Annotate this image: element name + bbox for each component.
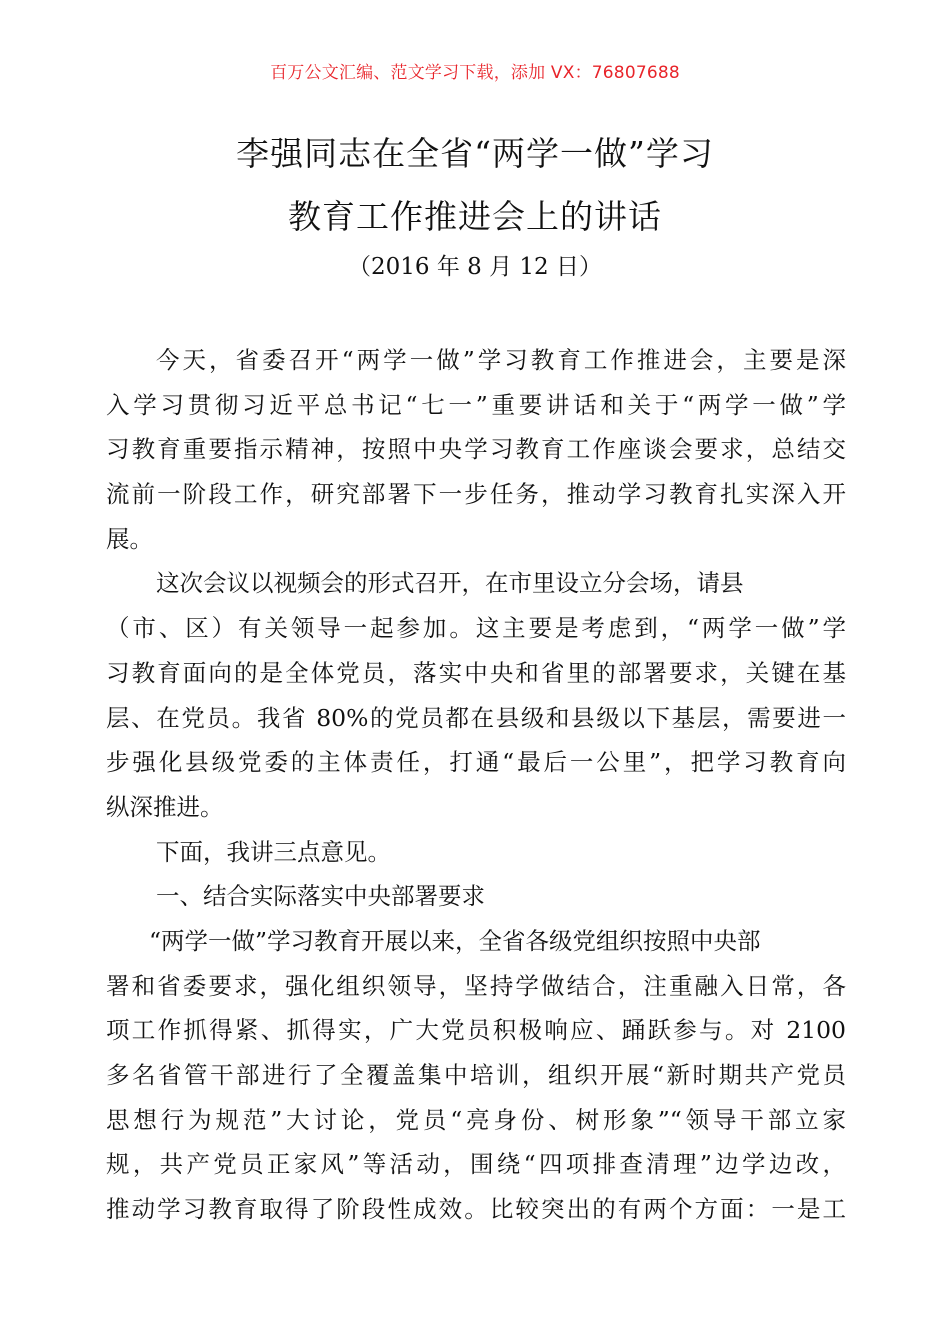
body-line: 署和省委要求，强化组织领导，坚持学做结合，注重融入日常，各 [106, 971, 846, 1000]
document-title-line-2: 教育工作推进会上的讲话 [288, 197, 662, 236]
body-line: 下面，我讲三点意见。 [156, 837, 391, 866]
body-line: 入学习贯彻习近平总书记“七一”重要讲话和关于“两学一做”学 [106, 390, 846, 419]
body-line: 纵深推进。 [106, 792, 224, 821]
body-line: 流前一阶段工作，研究部署下一步任务，推动学习教育扎实深入开 [106, 480, 846, 509]
watermark-banner: 百万公文汇编、范文学习下载，添加 VX：76807688 [270, 63, 680, 83]
document-body [106, 338, 846, 1232]
body-line: 推动学习教育取得了阶段性成效。比较突出的有两个方面：一是工 [106, 1195, 846, 1224]
body-line: 多名省管干部进行了全覆盖集中培训，组织开展“新时期共产党员 [106, 1061, 846, 1089]
body-line: 今天，省委召开“两学一做”学习教育工作推进会，主要是深 [156, 346, 846, 374]
body-line: 习教育重要指示精神，按照中央学习教育工作座谈会要求，总结交 [106, 435, 846, 464]
body-line: （市、区）有关领导一起参加。这主要是考虑到，“两学一做”学 [106, 614, 846, 643]
document-title-line-1: 李强同志在全省“两学一做”学习 [236, 134, 714, 173]
body-line: 层、在党员。我省 80%的党员都在县级和县级以下基层，需要进一 [106, 703, 846, 732]
body-line: 展。 [106, 524, 153, 553]
body-line: 项工作抓得紧、抓得实，广大党员积极响应、踊跃参与。对 2100 [106, 1016, 846, 1045]
body-line: 习教育面向的是全体党员，落实中央和省里的部署要求，关键在基 [106, 658, 846, 687]
section-heading: 一、结合实际落实中央部署要求 [156, 882, 485, 911]
body-line: 规，共产党员正家风”等活动，围绕“四项排查清理”边学边改， [106, 1150, 846, 1179]
body-line: 思想行为规范”大讨论，党员“亮身份、树形象”“领导干部立家 [106, 1105, 846, 1134]
body-line: 步强化县级党委的主体责任，打通“最后一公里”，把学习教育向 [106, 748, 846, 777]
document-date: （2016 年 8 月 12 日） [348, 254, 602, 280]
body-line: 这次会议以视频会的形式召开，在市里设立分会场，请县 [156, 569, 744, 598]
body-line: “两学一做”学习教育开展以来，全省各级党组织按照中央部 [149, 926, 761, 955]
